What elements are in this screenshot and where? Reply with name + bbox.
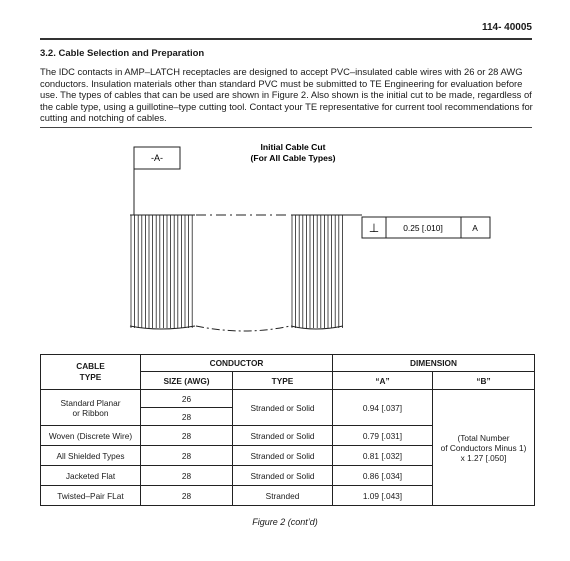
header-a: “A”: [333, 372, 433, 390]
cable-conductors-right: [292, 215, 342, 328]
cut-title-line2: (For All Cable Types): [250, 153, 336, 163]
perpendicularity-icon: ⊥: [368, 221, 380, 235]
dimension-a-cell: 1.09 [.043]: [333, 486, 433, 506]
size-cell: 26: [141, 390, 233, 408]
dimension-a-cell: 0.79 [.031]: [333, 426, 433, 446]
cable-type-cell: Woven (Discrete Wire): [41, 426, 141, 446]
section-title: 3.2. Cable Selection and Preparation: [40, 48, 205, 59]
size-cell: 28: [141, 426, 233, 446]
conductor-type-cell: Stranded or Solid: [233, 446, 333, 466]
figure-caption: Figure 2 (cont’d): [252, 517, 318, 527]
cable-type-cell: Standard Planar or Ribbon: [41, 390, 141, 426]
size-cell: 28: [141, 408, 233, 426]
dimension-a-cell: 0.81 [.032]: [333, 446, 433, 466]
document-number: 114- 40005: [481, 22, 532, 33]
header-type: TYPE: [233, 372, 333, 390]
header-dimension: DIMENSION: [333, 355, 535, 372]
cable-spec-table: [40, 354, 535, 506]
dimension-a-cell: 0.94 [.037]: [333, 390, 433, 426]
header-rule: [40, 38, 532, 40]
cable-type-cell: Twisted–Pair FLat: [41, 486, 141, 506]
cable-cut-figure: [0, 130, 570, 352]
header-size: SIZE (AWG): [141, 372, 233, 390]
section-paragraph: The IDC contacts in AMP–LATCH receptacles are designed to accept PVC–insulated cable wires with 26 or 28 AWG conductors. Insulation materials other than standard PVC must be submitted to TE Engineering for evaluation before use. The types of cables that can be used are shown in Figure 2. Also shown is the initial cut to be made, regardless of the cable type, using a guillotine–type cutting tool. Contact your TE representative for current tool recommendations for cutting and notching of cables.: [40, 66, 533, 124]
datum-label: -A-: [151, 153, 163, 163]
break-line-mid: [196, 326, 290, 331]
size-cell: 28: [141, 486, 233, 506]
cable-type-cell: All Shielded Types: [41, 446, 141, 466]
conductor-type-cell: Stranded or Solid: [233, 426, 333, 446]
header-b: “B”: [433, 372, 535, 390]
dimension-b-cell: (Total Number of Conductors Minus 1) x 1.27 [.050]: [433, 390, 535, 506]
tolerance-value: 0.25 [.010]: [403, 223, 443, 233]
tolerance-datum: A: [472, 223, 478, 233]
cable-conductors-left: [131, 215, 192, 328]
dimension-a-cell: 0.86 [.034]: [333, 466, 433, 486]
header-conductor: CONDUCTOR: [141, 355, 333, 372]
header-cable-type: CABLE TYPE: [41, 355, 141, 390]
conductor-type-cell: Stranded or Solid: [233, 466, 333, 486]
size-cell: 28: [141, 446, 233, 466]
cable-type-cell: Jacketed Flat: [41, 466, 141, 486]
paragraph-rule: [40, 127, 532, 128]
size-cell: 28: [141, 466, 233, 486]
conductor-type-cell: Stranded or Solid: [233, 390, 333, 426]
cut-title-line1: Initial Cable Cut: [260, 142, 326, 152]
table-row: [41, 390, 535, 408]
conductor-type-cell: Stranded: [233, 486, 333, 506]
